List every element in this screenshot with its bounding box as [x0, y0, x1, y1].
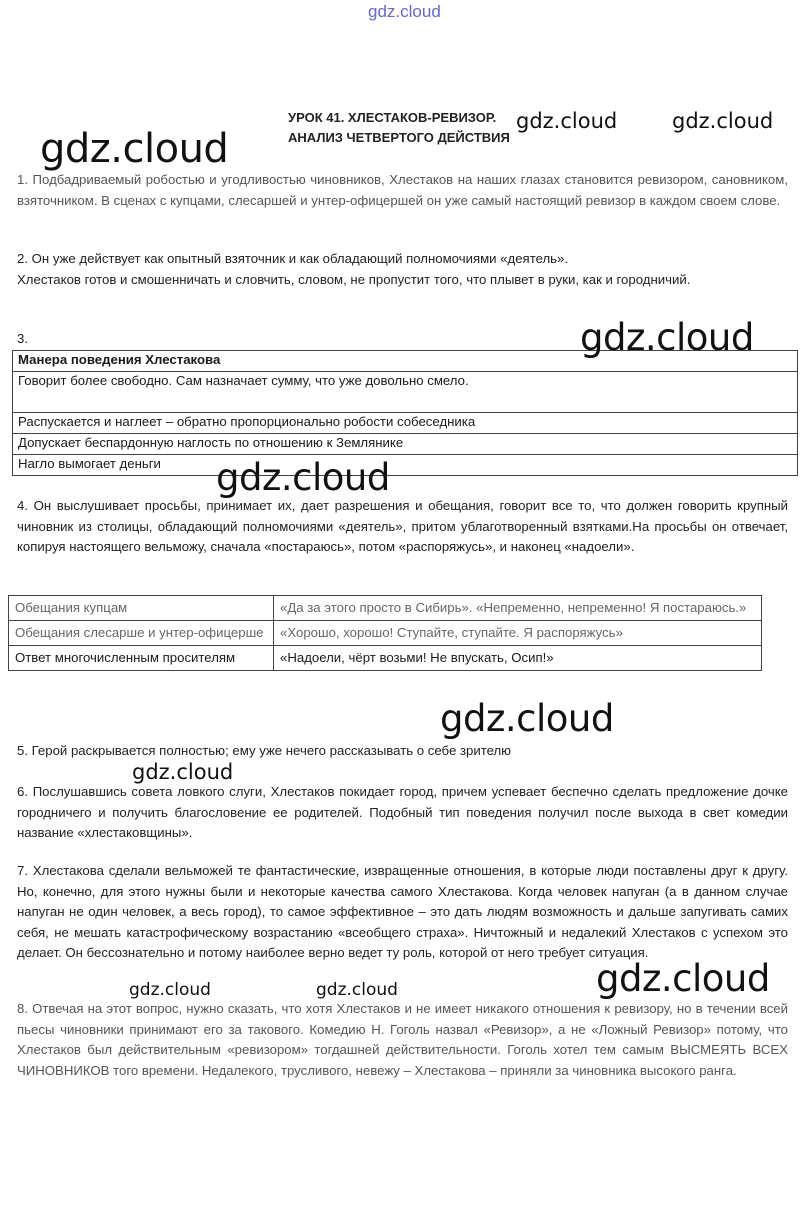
promises-table-cell-left: Ответ многочисленным просителям — [9, 646, 274, 671]
behavior-table — [12, 350, 798, 476]
watermark: gdz.cloud — [516, 109, 618, 133]
watermark: gdz.cloud — [580, 316, 754, 359]
promises-table — [8, 595, 762, 671]
watermark: gdz.cloud — [132, 760, 234, 784]
promises-table-cell-right: «Да за этого просто в Сибирь». «Непременно, непременно! Я постараюсь.» — [274, 596, 762, 621]
lesson-title-line1: УРОК 41. ХЛЕСТАКОВ-РЕВИЗОР. — [288, 110, 497, 125]
behavior-table-row: Нагло вымогает деньги — [13, 455, 798, 476]
behavior-table-row: Допускает беспардонную наглость по отношению к Землянике — [13, 434, 798, 455]
lesson-title — [288, 108, 510, 148]
top-watermark: gdz.cloud — [368, 2, 441, 21]
behavior-table-row: Говорит более свободно. Сам назначает сумму, что уже довольно смело. — [13, 372, 798, 413]
answer-1: 1. Подбадриваемый робостью и угодливостью чиновников, Хлестаков на наших глазах становится ревизором, сановником, взяточником. В сценах с купцами, слесаршей и унтер-офицершей он уже самый настоящий ревизор в каждом своем слове. — [17, 172, 788, 208]
promises-table-cell-left: Обещания купцам — [9, 596, 274, 621]
behavior-table-header: Манера поведения Хлестакова — [13, 351, 798, 372]
watermark: gdz.cloud — [316, 980, 398, 1000]
answer-5: 5. Герой раскрывается полностью; ему уже нечего рассказывать о себе зрителю — [17, 743, 512, 758]
answer-2a: 2. Он уже действует как опытный взяточник и как обладающий полномочиями «деятель». — [17, 251, 569, 266]
answer-7: 7. Хлестакова сделали вельможей те фантастические, извращенные отношения, в которые люди поставлены друг к другу. Но, конечно, для этого нужны были и некоторые качества самого Хлестакова. Когда человек напуган (а в данном случае напуган не один человек, а весь город), то самое эффективное – это дать людям возможность и дальше запугивать самих себя, не мешать катастрофическому возрастанию «всеобщего страха». Ничтожный и недалекий Хлестаков с успехом это делает. Он бессознательно и потому наиболее верно ведет ту роль, которой от него требует ситуация. — [17, 863, 788, 960]
answer-8: 8. Отвечая на этот вопрос, нужно сказать, что хотя Хлестаков и не имеет никакого отношения к ревизору, но в течении всей пьесы чиновники принимают его за такового. Комедию Н. Гоголь назвал «Ревизор», а не «Ложный Ревизор» потому, что Хлестаков был действительным «ревизором» тогдашней действительности. Гоголь хотел тем самым ВЫСМЕЯТЬ ВСЕХ ЧИНОВНИКОВ того времени. Недалекого, трусливого, невежу – Хлестакова – приняли за чиновника высокого ранга. — [17, 1001, 788, 1078]
watermark: gdz.cloud — [672, 109, 774, 133]
promises-table-cell-left: Обещания слесарше и унтер-офицерше — [9, 621, 274, 646]
lesson-title-line2: АНАЛИЗ ЧЕТВЕРТОГО ДЕЙСТВИЯ — [288, 130, 510, 145]
watermark: gdz.cloud — [40, 126, 229, 172]
watermark: gdz.cloud — [596, 957, 770, 1000]
promises-table-cell-right: «Хорошо, хорошо! Ступайте, ступайте. Я распоряжусь» — [274, 621, 762, 646]
promises-table-cell-right: «Надоели, чёрт возьми! Не впускать, Осип!» — [274, 646, 762, 671]
behavior-table-row: Распускается и наглеет – обратно пропорционально робости собеседника — [13, 413, 798, 434]
answer-4: 4. Он выслушивает просьбы, принимает их, дает разрешения и обещания, говорит все то, что должен говорить крупный чиновник из столицы, обладающий полномочиями «деятель», притом ублаготворенный взятками.На просьбы он отвечает, копируя настоящего вельможу, сначала «постараюсь», потом «распоряжусь», и наконец «надоели». — [17, 498, 788, 554]
answer-6: 6. Послушавшись совета ловкого слуги, Хлестаков покидает город, причем успевает беспечно сделать предложение дочке городничего и получить благословение ее родителей. Подобный тип поведения получил после выхода в свет комедии название «хлестаковщины». — [17, 784, 788, 840]
watermark: gdz.cloud — [440, 697, 614, 740]
watermark: gdz.cloud — [129, 980, 211, 1000]
answer-3-label: 3. — [17, 331, 28, 346]
watermark: gdz.cloud — [216, 456, 390, 499]
answer-2b: Хлестаков готов и смошенничать и словчить, словом, не пропустит того, что плывет в руки, как и городничий. — [17, 272, 691, 287]
